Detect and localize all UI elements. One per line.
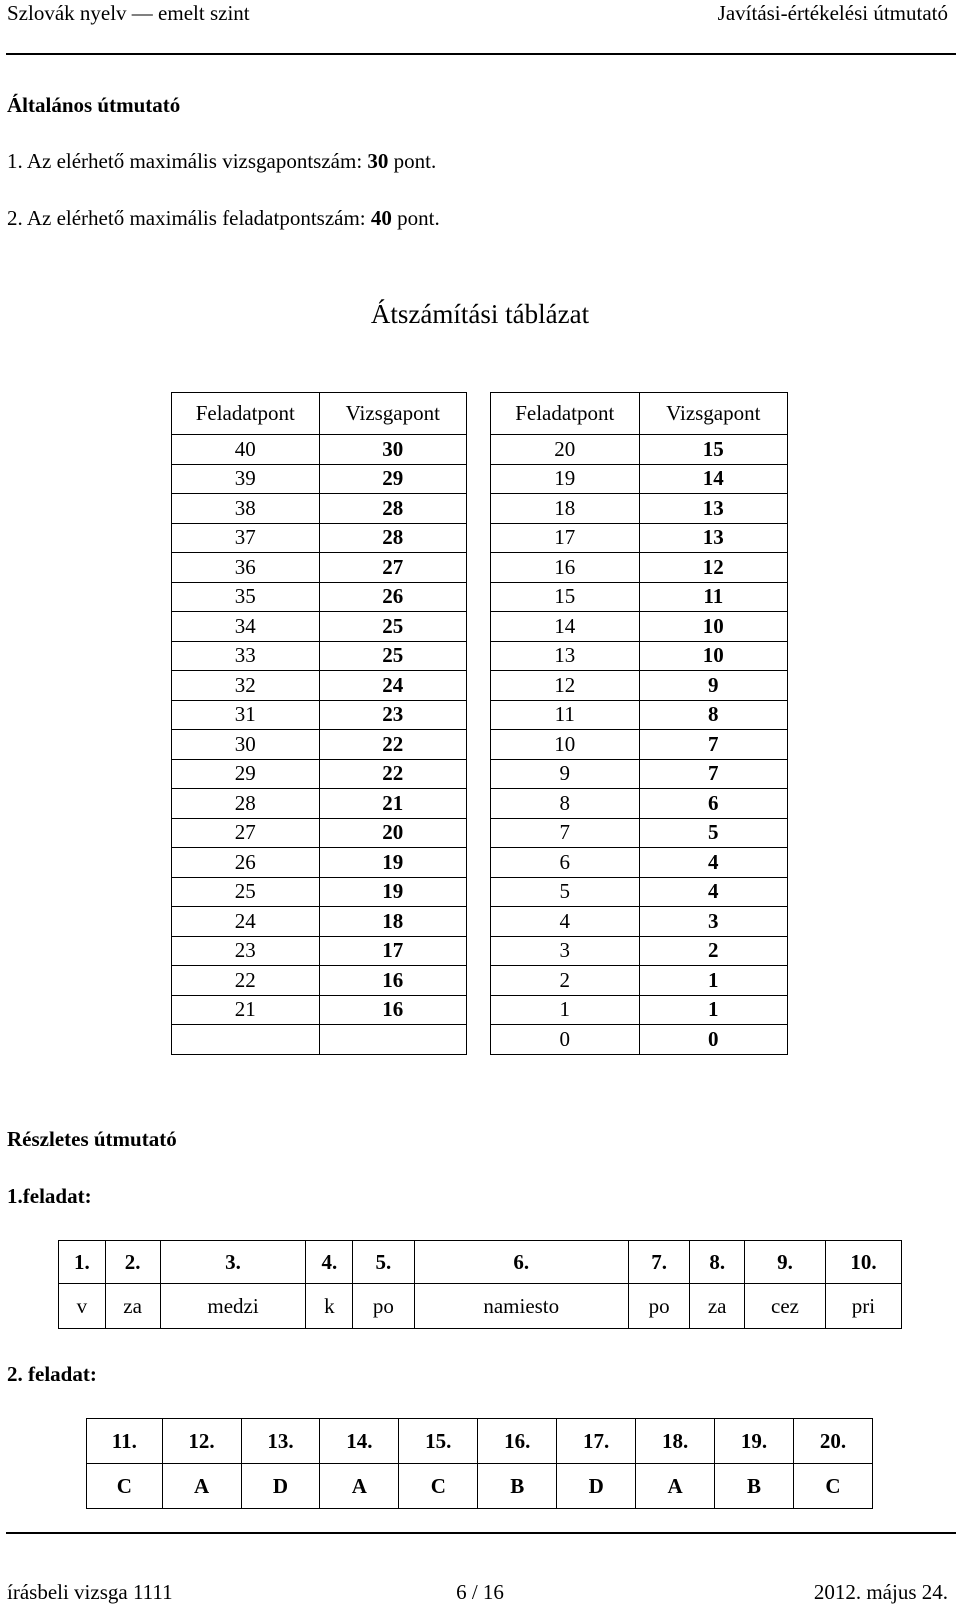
answer-cell: D [557, 1464, 636, 1509]
conversion-row [491, 730, 788, 760]
task1-answer-row [59, 1284, 902, 1329]
conversion-row [491, 523, 788, 553]
task-points-cell: 21 [172, 995, 320, 1025]
question-number-cell: 16. [478, 1419, 557, 1464]
task-points-cell: 4 [491, 907, 640, 937]
exam-points-cell: 5 [639, 818, 787, 848]
conversion-header-row [172, 393, 467, 435]
question-number-cell: 19. [715, 1419, 794, 1464]
conversion-row [172, 435, 467, 465]
conversion-row [172, 1025, 467, 1055]
answer-cell: k [306, 1284, 353, 1329]
conversion-row [172, 553, 467, 583]
exam-points-cell: 21 [319, 789, 466, 819]
task-points-cell: 19 [491, 464, 640, 494]
answer-cell: za [690, 1284, 745, 1329]
detailed-heading: Részletes útmutató [7, 1127, 177, 1151]
task1-label: 1.feladat: [7, 1184, 92, 1208]
exam-points-cell: 22 [319, 759, 466, 789]
exam-points-cell: 6 [639, 789, 787, 819]
conversion-row [491, 700, 788, 730]
answer-cell: C [793, 1464, 872, 1509]
question-number-cell: 6. [414, 1241, 628, 1284]
task-points-cell: 28 [172, 789, 320, 819]
header-feladatpont: Feladatpont [172, 393, 320, 435]
conversion-row [172, 877, 467, 907]
conversion-row [491, 966, 788, 996]
exam-points-cell: 1 [639, 995, 787, 1025]
exam-points-cell: 13 [639, 523, 787, 553]
task2-answer-table [86, 1418, 873, 1509]
question-number-cell: 4. [306, 1241, 353, 1284]
task-points-cell: 10 [491, 730, 640, 760]
conversion-row [491, 936, 788, 966]
question-number-cell: 7. [628, 1241, 689, 1284]
task-points-cell: 27 [172, 818, 320, 848]
task2-answer-row [87, 1464, 873, 1509]
exam-points-cell: 25 [319, 641, 466, 671]
conversion-row [172, 818, 467, 848]
exam-points-cell: 12 [639, 553, 787, 583]
conversion-row [172, 494, 467, 524]
exam-points-cell: 16 [319, 966, 466, 996]
task-points-cell [172, 1025, 320, 1055]
answer-cell: medzi [160, 1284, 306, 1329]
exam-points-cell: 14 [639, 464, 787, 494]
answer-cell: A [320, 1464, 399, 1509]
exam-points-cell: 4 [639, 877, 787, 907]
task-points-cell: 34 [172, 612, 320, 642]
exam-points-cell: 1 [639, 966, 787, 996]
conversion-row [172, 789, 467, 819]
general-item-2-unit: pont. [391, 206, 440, 230]
answer-cell: A [162, 1464, 241, 1509]
question-number-cell: 12. [162, 1419, 241, 1464]
conversion-row [491, 848, 788, 878]
question-number-cell: 8. [690, 1241, 745, 1284]
conversion-row [172, 848, 467, 878]
exam-points-cell: 25 [319, 612, 466, 642]
answer-cell: C [87, 1464, 163, 1509]
conversion-row [491, 494, 788, 524]
general-item-2-value: 40 [370, 206, 392, 230]
task-points-cell: 0 [491, 1025, 640, 1055]
question-number-cell: 1. [59, 1241, 106, 1284]
answer-cell: pri [825, 1284, 901, 1329]
conversion-table-right [490, 392, 788, 1055]
answer-cell: v [59, 1284, 106, 1329]
task-points-cell: 2 [491, 966, 640, 996]
answer-cell: za [105, 1284, 160, 1329]
exam-points-cell: 16 [319, 995, 466, 1025]
exam-points-cell: 11 [639, 582, 787, 612]
general-item-1-unit: pont. [388, 149, 437, 173]
task-points-cell: 26 [172, 848, 320, 878]
task-points-cell: 37 [172, 523, 320, 553]
task-points-cell: 25 [172, 877, 320, 907]
answer-cell: po [353, 1284, 414, 1329]
exam-points-cell [319, 1025, 466, 1055]
exam-points-cell: 20 [319, 818, 466, 848]
answer-cell: D [241, 1464, 320, 1509]
exam-points-cell: 22 [319, 730, 466, 760]
task-points-cell: 6 [491, 848, 640, 878]
exam-points-cell: 9 [639, 671, 787, 701]
answer-cell: B [715, 1464, 794, 1509]
exam-points-cell: 10 [639, 641, 787, 671]
exam-points-cell: 13 [639, 494, 787, 524]
task-points-cell: 23 [172, 936, 320, 966]
task-points-cell: 39 [172, 464, 320, 494]
exam-points-cell: 29 [319, 464, 466, 494]
conversion-row [491, 759, 788, 789]
conversion-row [172, 671, 467, 701]
conversion-row [172, 523, 467, 553]
exam-points-cell: 8 [639, 700, 787, 730]
question-number-cell: 10. [825, 1241, 901, 1284]
conversion-row [491, 671, 788, 701]
general-item-2 [7, 205, 440, 231]
conversion-row [491, 995, 788, 1025]
conversion-table-title: Átszámítási táblázat [370, 299, 590, 329]
question-number-cell: 13. [241, 1419, 320, 1464]
task-points-cell: 5 [491, 877, 640, 907]
general-item-1-value: 30 [367, 149, 389, 173]
conversion-row [172, 907, 467, 937]
task-points-cell: 17 [491, 523, 640, 553]
task-points-cell: 32 [172, 671, 320, 701]
exam-points-cell: 4 [639, 848, 787, 878]
exam-points-cell: 26 [319, 582, 466, 612]
task2-label: 2. feladat: [7, 1362, 97, 1386]
conversion-row [491, 553, 788, 583]
task-points-cell: 14 [491, 612, 640, 642]
answer-cell: po [628, 1284, 689, 1329]
question-number-cell: 15. [399, 1419, 478, 1464]
question-number-cell: 2. [105, 1241, 160, 1284]
conversion-row [172, 612, 467, 642]
task-points-cell: 16 [491, 553, 640, 583]
task1-number-row [59, 1241, 902, 1284]
conversion-row [172, 464, 467, 494]
header-vizsgapont: Vizsgapont [639, 393, 787, 435]
header-feladatpont: Feladatpont [491, 393, 640, 435]
answer-cell: namiesto [414, 1284, 628, 1329]
question-number-cell: 9. [745, 1241, 826, 1284]
task-points-cell: 22 [172, 966, 320, 996]
exam-points-cell: 19 [319, 848, 466, 878]
task-points-cell: 31 [172, 700, 320, 730]
question-number-cell: 17. [557, 1419, 636, 1464]
conversion-row [491, 612, 788, 642]
question-number-cell: 14. [320, 1419, 399, 1464]
exam-points-cell: 15 [639, 435, 787, 465]
task-points-cell: 29 [172, 759, 320, 789]
answer-cell: B [478, 1464, 557, 1509]
exam-points-cell: 19 [319, 877, 466, 907]
footer-date: 2012. május 24. [813, 1580, 948, 1604]
conversion-row [172, 759, 467, 789]
task-points-cell: 7 [491, 818, 640, 848]
task-points-cell: 15 [491, 582, 640, 612]
task-points-cell: 3 [491, 936, 640, 966]
footer-page-number: 6 / 16 [456, 1580, 504, 1604]
conversion-row [491, 464, 788, 494]
exam-points-cell: 10 [639, 612, 787, 642]
conversion-table-left [171, 392, 467, 1055]
conversion-row [172, 700, 467, 730]
header-vizsgapont: Vizsgapont [319, 393, 466, 435]
conversion-row [491, 789, 788, 819]
general-item-1 [7, 148, 436, 174]
exam-points-cell: 23 [319, 700, 466, 730]
conversion-row [172, 641, 467, 671]
conversion-row [172, 966, 467, 996]
footer-exam-code: írásbeli vizsga 1111 [7, 1580, 173, 1604]
answer-cell: C [399, 1464, 478, 1509]
exam-points-cell: 24 [319, 671, 466, 701]
conversion-row [172, 582, 467, 612]
task-points-cell: 1 [491, 995, 640, 1025]
header-subject: Szlovák nyelv — emelt szint [7, 1, 250, 25]
answer-cell: A [636, 1464, 715, 1509]
task-points-cell: 38 [172, 494, 320, 524]
conversion-row [491, 907, 788, 937]
task-points-cell: 20 [491, 435, 640, 465]
task-points-cell: 9 [491, 759, 640, 789]
task-points-cell: 18 [491, 494, 640, 524]
footer-divider [6, 1532, 956, 1534]
general-item-1-text: 1. Az elérhető maximális vizsgapontszám: [7, 149, 368, 173]
conversion-row [491, 818, 788, 848]
conversion-row [491, 1025, 788, 1055]
exam-points-cell: 17 [319, 936, 466, 966]
exam-points-cell: 18 [319, 907, 466, 937]
answer-cell: cez [745, 1284, 826, 1329]
question-number-cell: 11. [87, 1419, 163, 1464]
exam-points-cell: 3 [639, 907, 787, 937]
general-heading: Általános útmutató [7, 93, 181, 117]
exam-points-cell: 0 [639, 1025, 787, 1055]
question-number-cell: 5. [353, 1241, 414, 1284]
header-document-type: Javítási-értékelési útmutató [717, 1, 948, 25]
exam-points-cell: 7 [639, 730, 787, 760]
task-points-cell: 11 [491, 700, 640, 730]
conversion-row [172, 730, 467, 760]
task-points-cell: 35 [172, 582, 320, 612]
exam-points-cell: 7 [639, 759, 787, 789]
task2-number-row [87, 1419, 873, 1464]
conversion-row [491, 877, 788, 907]
task-points-cell: 12 [491, 671, 640, 701]
conversion-row [172, 995, 467, 1025]
conversion-row [172, 936, 467, 966]
exam-points-cell: 28 [319, 523, 466, 553]
conversion-header-row [491, 393, 788, 435]
task-points-cell: 30 [172, 730, 320, 760]
conversion-row [491, 641, 788, 671]
conversion-row [491, 435, 788, 465]
exam-points-cell: 27 [319, 553, 466, 583]
task1-answer-table [58, 1240, 902, 1329]
conversion-row [491, 582, 788, 612]
task-points-cell: 8 [491, 789, 640, 819]
header-divider [6, 53, 956, 55]
task-points-cell: 24 [172, 907, 320, 937]
question-number-cell: 20. [793, 1419, 872, 1464]
task-points-cell: 13 [491, 641, 640, 671]
task-points-cell: 36 [172, 553, 320, 583]
exam-points-cell: 28 [319, 494, 466, 524]
task-points-cell: 33 [172, 641, 320, 671]
exam-points-cell: 2 [639, 936, 787, 966]
task-points-cell: 40 [172, 435, 320, 465]
exam-points-cell: 30 [319, 435, 466, 465]
question-number-cell: 18. [636, 1419, 715, 1464]
question-number-cell: 3. [160, 1241, 306, 1284]
general-item-2-text: 2. Az elérhető maximális feladatpontszám: [7, 206, 371, 230]
